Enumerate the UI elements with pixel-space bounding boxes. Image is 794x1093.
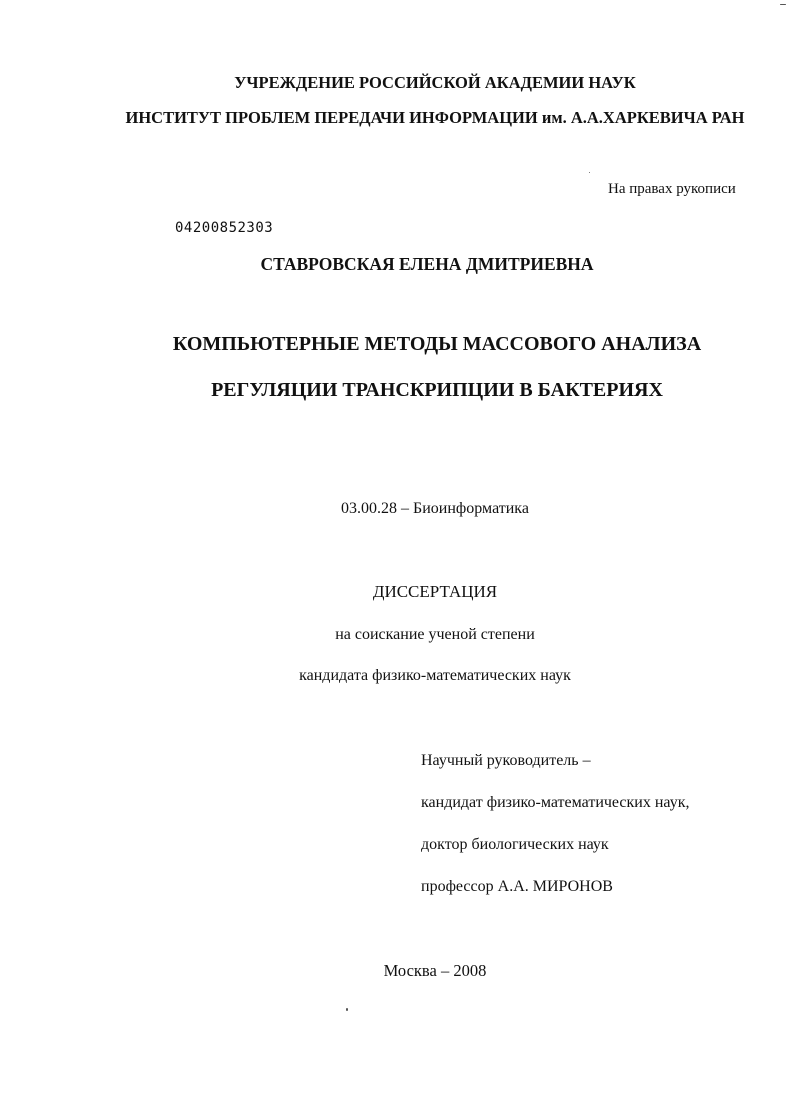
registration-number: 04200852303 bbox=[175, 220, 274, 236]
institution-name: УЧРЕЖДЕНИЕ РОССИЙСКОЙ АКАДЕМИИ НАУК bbox=[234, 73, 636, 92]
supervisor-degree-2: доктор биологических наук bbox=[421, 836, 609, 853]
scan-speck bbox=[780, 4, 786, 5]
scan-speck bbox=[589, 172, 590, 173]
place-and-year: Москва – 2008 bbox=[383, 961, 487, 980]
degree-line-1: на соискание ученой степени bbox=[335, 626, 535, 643]
supervisor-name: профессор А.А. МИРОНОВ bbox=[421, 878, 613, 895]
manuscript-note: На правах рукописи bbox=[608, 181, 736, 197]
document-type: ДИССЕРТАЦИЯ bbox=[372, 582, 498, 601]
thesis-title-line-1: КОМПЬЮТЕРНЫЕ МЕТОДЫ МАССОВОГО АНАЛИЗА bbox=[172, 333, 702, 355]
institute-name: ИНСТИТУТ ПРОБЛЕМ ПЕРЕДАЧИ ИНФОРМАЦИИ им. А.А.ХАРКЕВИЧА РАН bbox=[125, 108, 745, 127]
thesis-title-line-2: РЕГУЛЯЦИИ ТРАНСКРИПЦИИ В БАКТЕРИЯХ bbox=[211, 379, 663, 401]
degree-line-2: кандидата физико-математических наук bbox=[299, 667, 571, 684]
author-name: СТАВРОВСКАЯ ЕЛЕНА ДМИТРИЕВНА bbox=[260, 254, 594, 274]
specialty-code: 03.00.28 – Биоинформатика bbox=[341, 500, 529, 517]
supervisor-degree-1: кандидат физико-математических наук, bbox=[421, 794, 690, 811]
scan-speck bbox=[346, 1008, 348, 1011]
supervisor-label: Научный руководитель – bbox=[421, 752, 591, 769]
